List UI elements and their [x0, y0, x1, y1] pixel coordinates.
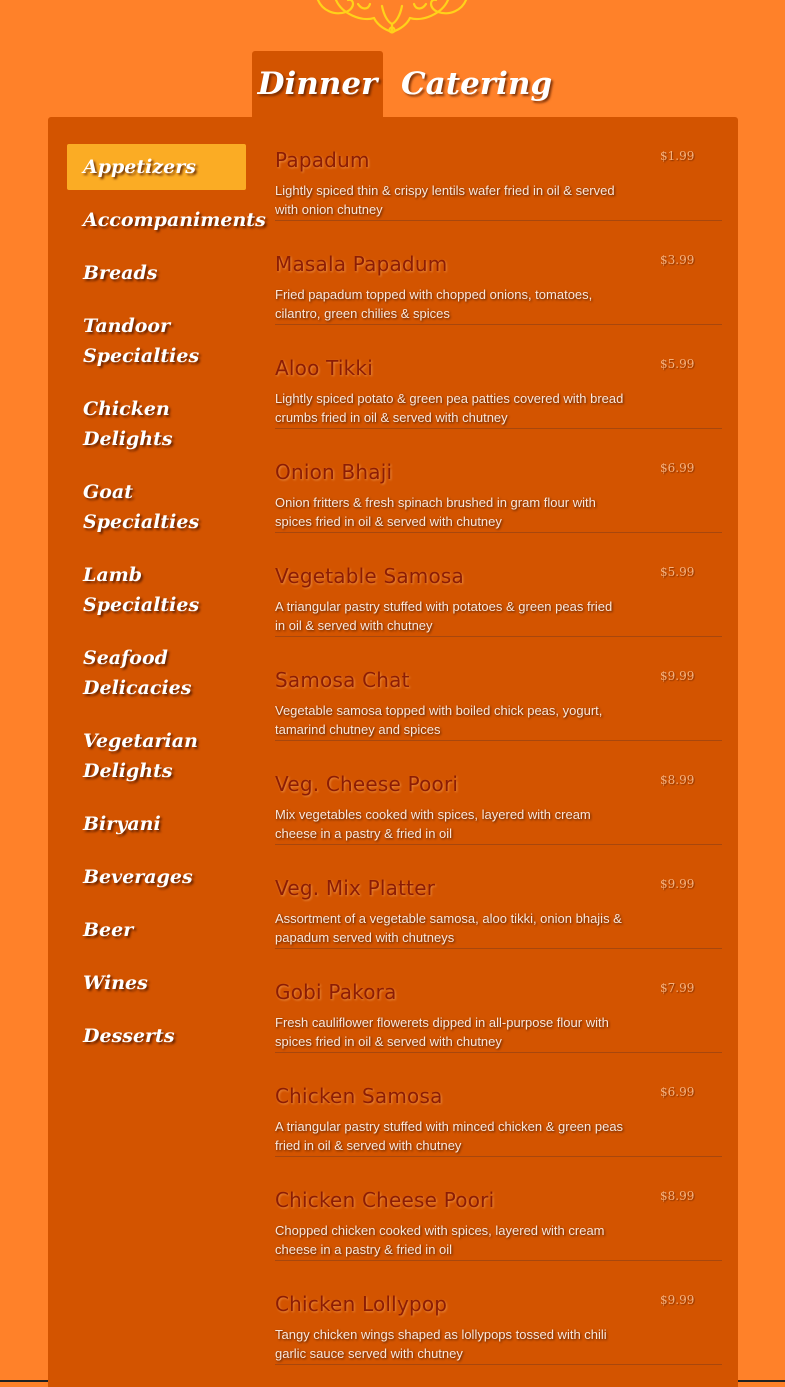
item-name: Papadum [275, 148, 370, 172]
category-goat-specialties[interactable]: Goat Specialties [83, 481, 200, 533]
item-price: $8.99 [660, 773, 695, 787]
menu-item [275, 637, 722, 741]
item-name: Masala Papadum [275, 252, 448, 276]
item-price: $7.99 [660, 981, 695, 995]
item-price: $6.99 [660, 1085, 695, 1099]
item-price: $9.99 [660, 669, 695, 683]
item-price: $3.99 [660, 253, 695, 267]
menu-item [275, 221, 722, 325]
category-accompaniments[interactable]: Accompaniments [83, 209, 266, 231]
item-name: Samosa Chat [275, 668, 410, 692]
menu-item [275, 325, 722, 429]
menu-item [275, 949, 722, 1053]
item-name: Onion Bhaji [275, 460, 393, 484]
category-chicken-delights[interactable]: Chicken Delights [83, 398, 173, 450]
item-name: Veg. Cheese Poori [275, 772, 459, 796]
category-seafood-delicacies[interactable]: Seafood Delicacies [83, 647, 192, 699]
item-price: $9.99 [660, 877, 695, 891]
menu-tabs [252, 51, 570, 117]
tab-catering[interactable]: Catering [401, 66, 553, 102]
menu-item [275, 429, 722, 533]
item-description: Vegetable samosa topped with boiled chick peas, yogurt, tamarind chutney and spices [275, 703, 603, 737]
category-desserts[interactable]: Desserts [83, 1025, 175, 1047]
item-price: $8.99 [660, 1189, 695, 1203]
menu-panel [48, 117, 738, 1387]
category-sidebar [67, 144, 266, 1066]
item-price: $6.99 [660, 461, 695, 475]
item-name: Aloo Tikki [275, 356, 373, 380]
ornament-decoration [312, 0, 472, 34]
menu-item [275, 741, 722, 845]
item-name: Vegetable Samosa [275, 564, 464, 588]
item-description: Mix vegetables cooked with spices, layered with cream cheese in a pastry & fried in oil [275, 807, 591, 841]
menu-item [275, 1053, 722, 1157]
menu-item [275, 1157, 722, 1261]
item-price: $1.99 [660, 149, 695, 163]
category-tandoor-specialties[interactable]: Tandoor Specialties [83, 315, 200, 367]
item-description: A triangular pastry stuffed with potatoes & green peas fried in oil & served with chutney [275, 599, 613, 633]
category-appetizers[interactable]: Appetizers [67, 144, 246, 190]
item-name: Veg. Mix Platter [275, 876, 436, 900]
item-description: Lightly spiced thin & crispy lentils wafer fried in oil & served with onion chutney [275, 183, 615, 217]
item-name: Chicken Lollypop [275, 1292, 448, 1316]
item-name: Chicken Samosa [275, 1084, 443, 1108]
item-description: A triangular pastry stuffed with minced chicken & green peas fried in oil & served with chutney [275, 1119, 624, 1153]
item-price: $9.99 [660, 1293, 695, 1307]
menu-item [275, 117, 722, 221]
category-biryani[interactable]: Biryani [83, 813, 161, 835]
menu-item [275, 845, 722, 949]
category-lamb-specialties[interactable]: Lamb Specialties [83, 564, 200, 616]
category-breads[interactable]: Breads [83, 262, 158, 284]
item-description: Tangy chicken wings shaped as lollypops tossed with chili garlic sauce served with chutney [275, 1327, 607, 1361]
item-description: Fried papadum topped with chopped onions, tomatoes, cilantro, green chilies & spices [275, 287, 593, 321]
category-beer[interactable]: Beer [83, 919, 134, 941]
item-description: Fresh cauliflower flowerets dipped in all-purpose flour with spices fried in oil & served with chutney [275, 1015, 609, 1049]
item-name: Chicken Cheese Poori [275, 1188, 495, 1212]
category-vegetarian-delights[interactable]: Vegetarian Delights [83, 730, 198, 782]
item-description: Chopped chicken cooked with spices, layered with cream cheese in a pastry & fried in oil [275, 1223, 605, 1257]
item-description: Onion fritters & fresh spinach brushed in gram flour with spices fried in oil & served with chutney [275, 495, 596, 529]
menu-item [275, 1261, 722, 1365]
category-beverages[interactable]: Beverages [83, 866, 193, 888]
item-description: Lightly spiced potato & green pea patties covered with bread crumbs fried in oil & served with chutney [275, 391, 624, 425]
item-price: $5.99 [660, 565, 695, 579]
item-price: $5.99 [660, 357, 695, 371]
item-name: Gobi Pakora [275, 980, 397, 1004]
menu-item [275, 533, 722, 637]
category-wines[interactable]: Wines [83, 972, 148, 994]
menu-item-list [275, 117, 722, 1365]
tab-dinner[interactable]: Dinner [252, 51, 383, 117]
item-description: Assortment of a vegetable samosa, aloo tikki, onion bhajis & papadum served with chutneys [275, 911, 622, 945]
